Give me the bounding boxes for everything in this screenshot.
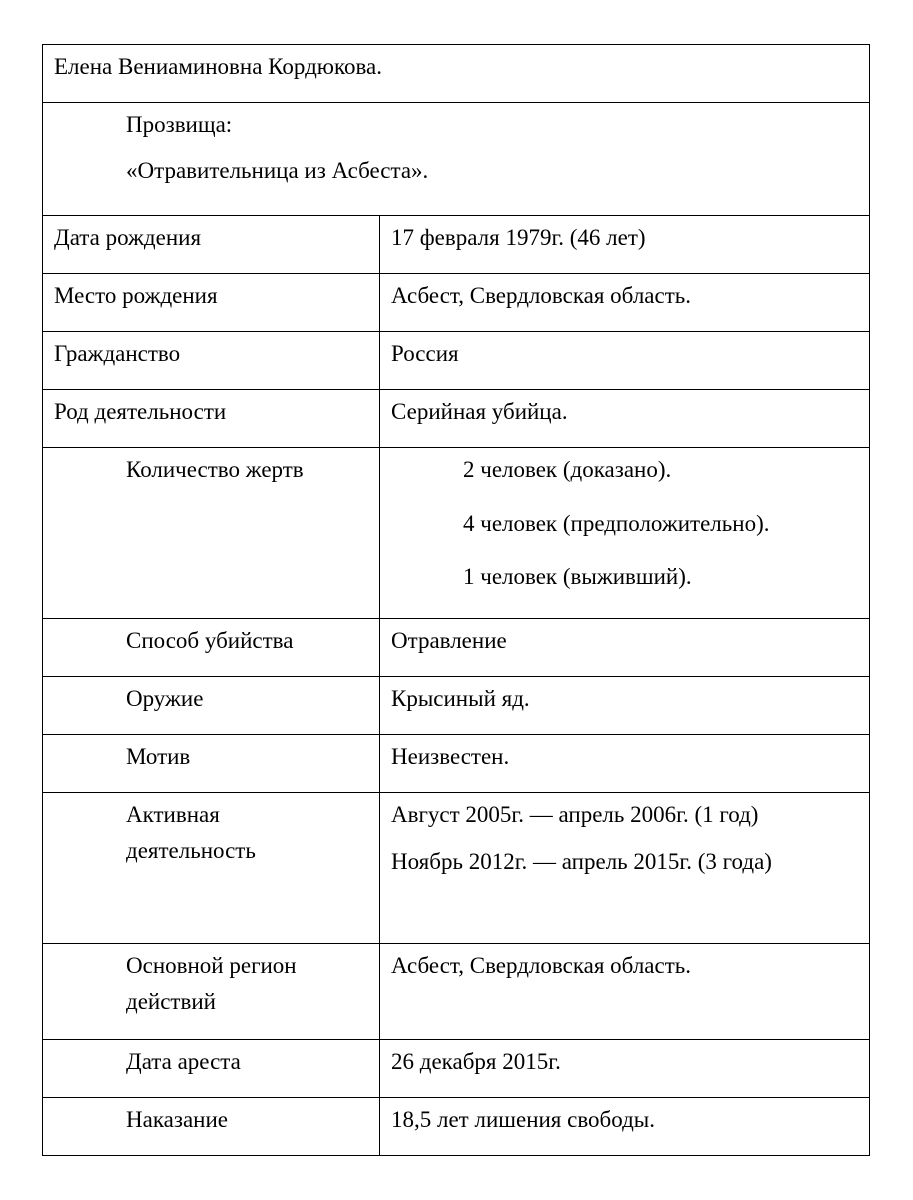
citizenship-value: Россия <box>391 341 459 366</box>
birth-place-value: Асбест, Свердловская область. <box>391 283 691 308</box>
region-label-line2: действий <box>126 988 216 1014</box>
citizenship-label: Гражданство <box>54 341 181 366</box>
region-label-cell <box>43 944 380 1040</box>
region-label-line1: Основной регион <box>126 953 297 978</box>
occupation-value: Серийная убийца. <box>391 399 568 424</box>
method-label: Способ убийства <box>126 628 294 653</box>
method-value-cell <box>380 619 870 677</box>
region-value: Асбест, Свердловская область. <box>391 953 691 978</box>
table-row <box>43 274 870 332</box>
active-label-line1: Активная <box>126 802 220 827</box>
table-row <box>43 1040 870 1098</box>
arrest-date-value: 26 декабря 2015г. <box>391 1049 561 1074</box>
birth-date-value: 17 февраля 1979г. (46 лет) <box>391 225 646 250</box>
victims-label-cell <box>43 448 380 619</box>
birth-date-label-cell <box>43 216 380 274</box>
birth-place-label-cell <box>43 274 380 332</box>
nickname-label: Прозвища: <box>126 112 233 137</box>
name-cell <box>43 45 870 103</box>
active-label-line2: деятельность <box>126 837 256 863</box>
arrest-label-cell <box>43 1040 380 1098</box>
name-row <box>43 45 870 103</box>
active-period-1: Август 2005г. — апрель 2006г. (1 год) <box>391 802 759 827</box>
nickname-value: «Отравительница из Асбеста». <box>126 157 429 183</box>
victims-survived: 1 человек (выживший). <box>463 564 692 590</box>
occupation-label: Род деятельности <box>54 399 227 424</box>
weapon-label: Оружие <box>126 686 204 711</box>
weapon-value: Крысиный яд. <box>391 686 530 711</box>
victims-proven: 2 человек (доказано). <box>463 457 672 482</box>
motive-value: Неизвестен. <box>391 744 510 769</box>
citizenship-label-cell <box>43 332 380 390</box>
dossier-table <box>42 44 870 1156</box>
punishment-value: 18,5 лет лишения свободы. <box>391 1107 655 1132</box>
victims-suspected: 4 человек (предположительно). <box>463 510 770 536</box>
table-row <box>43 677 870 735</box>
weapon-value-cell <box>380 677 870 735</box>
table-row <box>43 735 870 793</box>
method-label-cell <box>43 619 380 677</box>
method-value: Отравление <box>391 628 507 653</box>
arrest-value-cell <box>380 1040 870 1098</box>
motive-label-cell <box>43 735 380 793</box>
nickname-cell <box>43 103 870 216</box>
birth-place-value-cell <box>380 274 870 332</box>
occupation-value-cell <box>380 390 870 448</box>
region-value-cell <box>380 944 870 1040</box>
table-row <box>43 1098 870 1156</box>
table-row <box>43 448 870 619</box>
motive-value-cell <box>380 735 870 793</box>
arrest-date-label: Дата ареста <box>126 1049 241 1074</box>
full-name: Елена Вениаминовна Кордюкова. <box>54 54 382 79</box>
birth-place-label: Место рождения <box>54 283 218 308</box>
motive-label: Мотив <box>126 744 191 769</box>
table-row <box>43 332 870 390</box>
table-row <box>43 944 870 1040</box>
victims-value-cell <box>380 448 870 619</box>
weapon-label-cell <box>43 677 380 735</box>
birth-date-label: Дата рождения <box>54 225 202 250</box>
nickname-row <box>43 103 870 216</box>
punishment-value-cell <box>380 1098 870 1156</box>
punishment-label: Наказание <box>126 1107 228 1132</box>
table-row <box>43 793 870 944</box>
citizenship-value-cell <box>380 332 870 390</box>
active-value-cell <box>380 793 870 944</box>
victims-label: Количество жертв <box>126 457 304 482</box>
punishment-label-cell <box>43 1098 380 1156</box>
active-label-cell <box>43 793 380 944</box>
birth-date-value-cell <box>380 216 870 274</box>
table-row <box>43 216 870 274</box>
table-row <box>43 619 870 677</box>
table-row <box>43 390 870 448</box>
active-period-2: Ноябрь 2012г. — апрель 2015г. (3 года) <box>391 848 772 874</box>
occupation-label-cell <box>43 390 380 448</box>
